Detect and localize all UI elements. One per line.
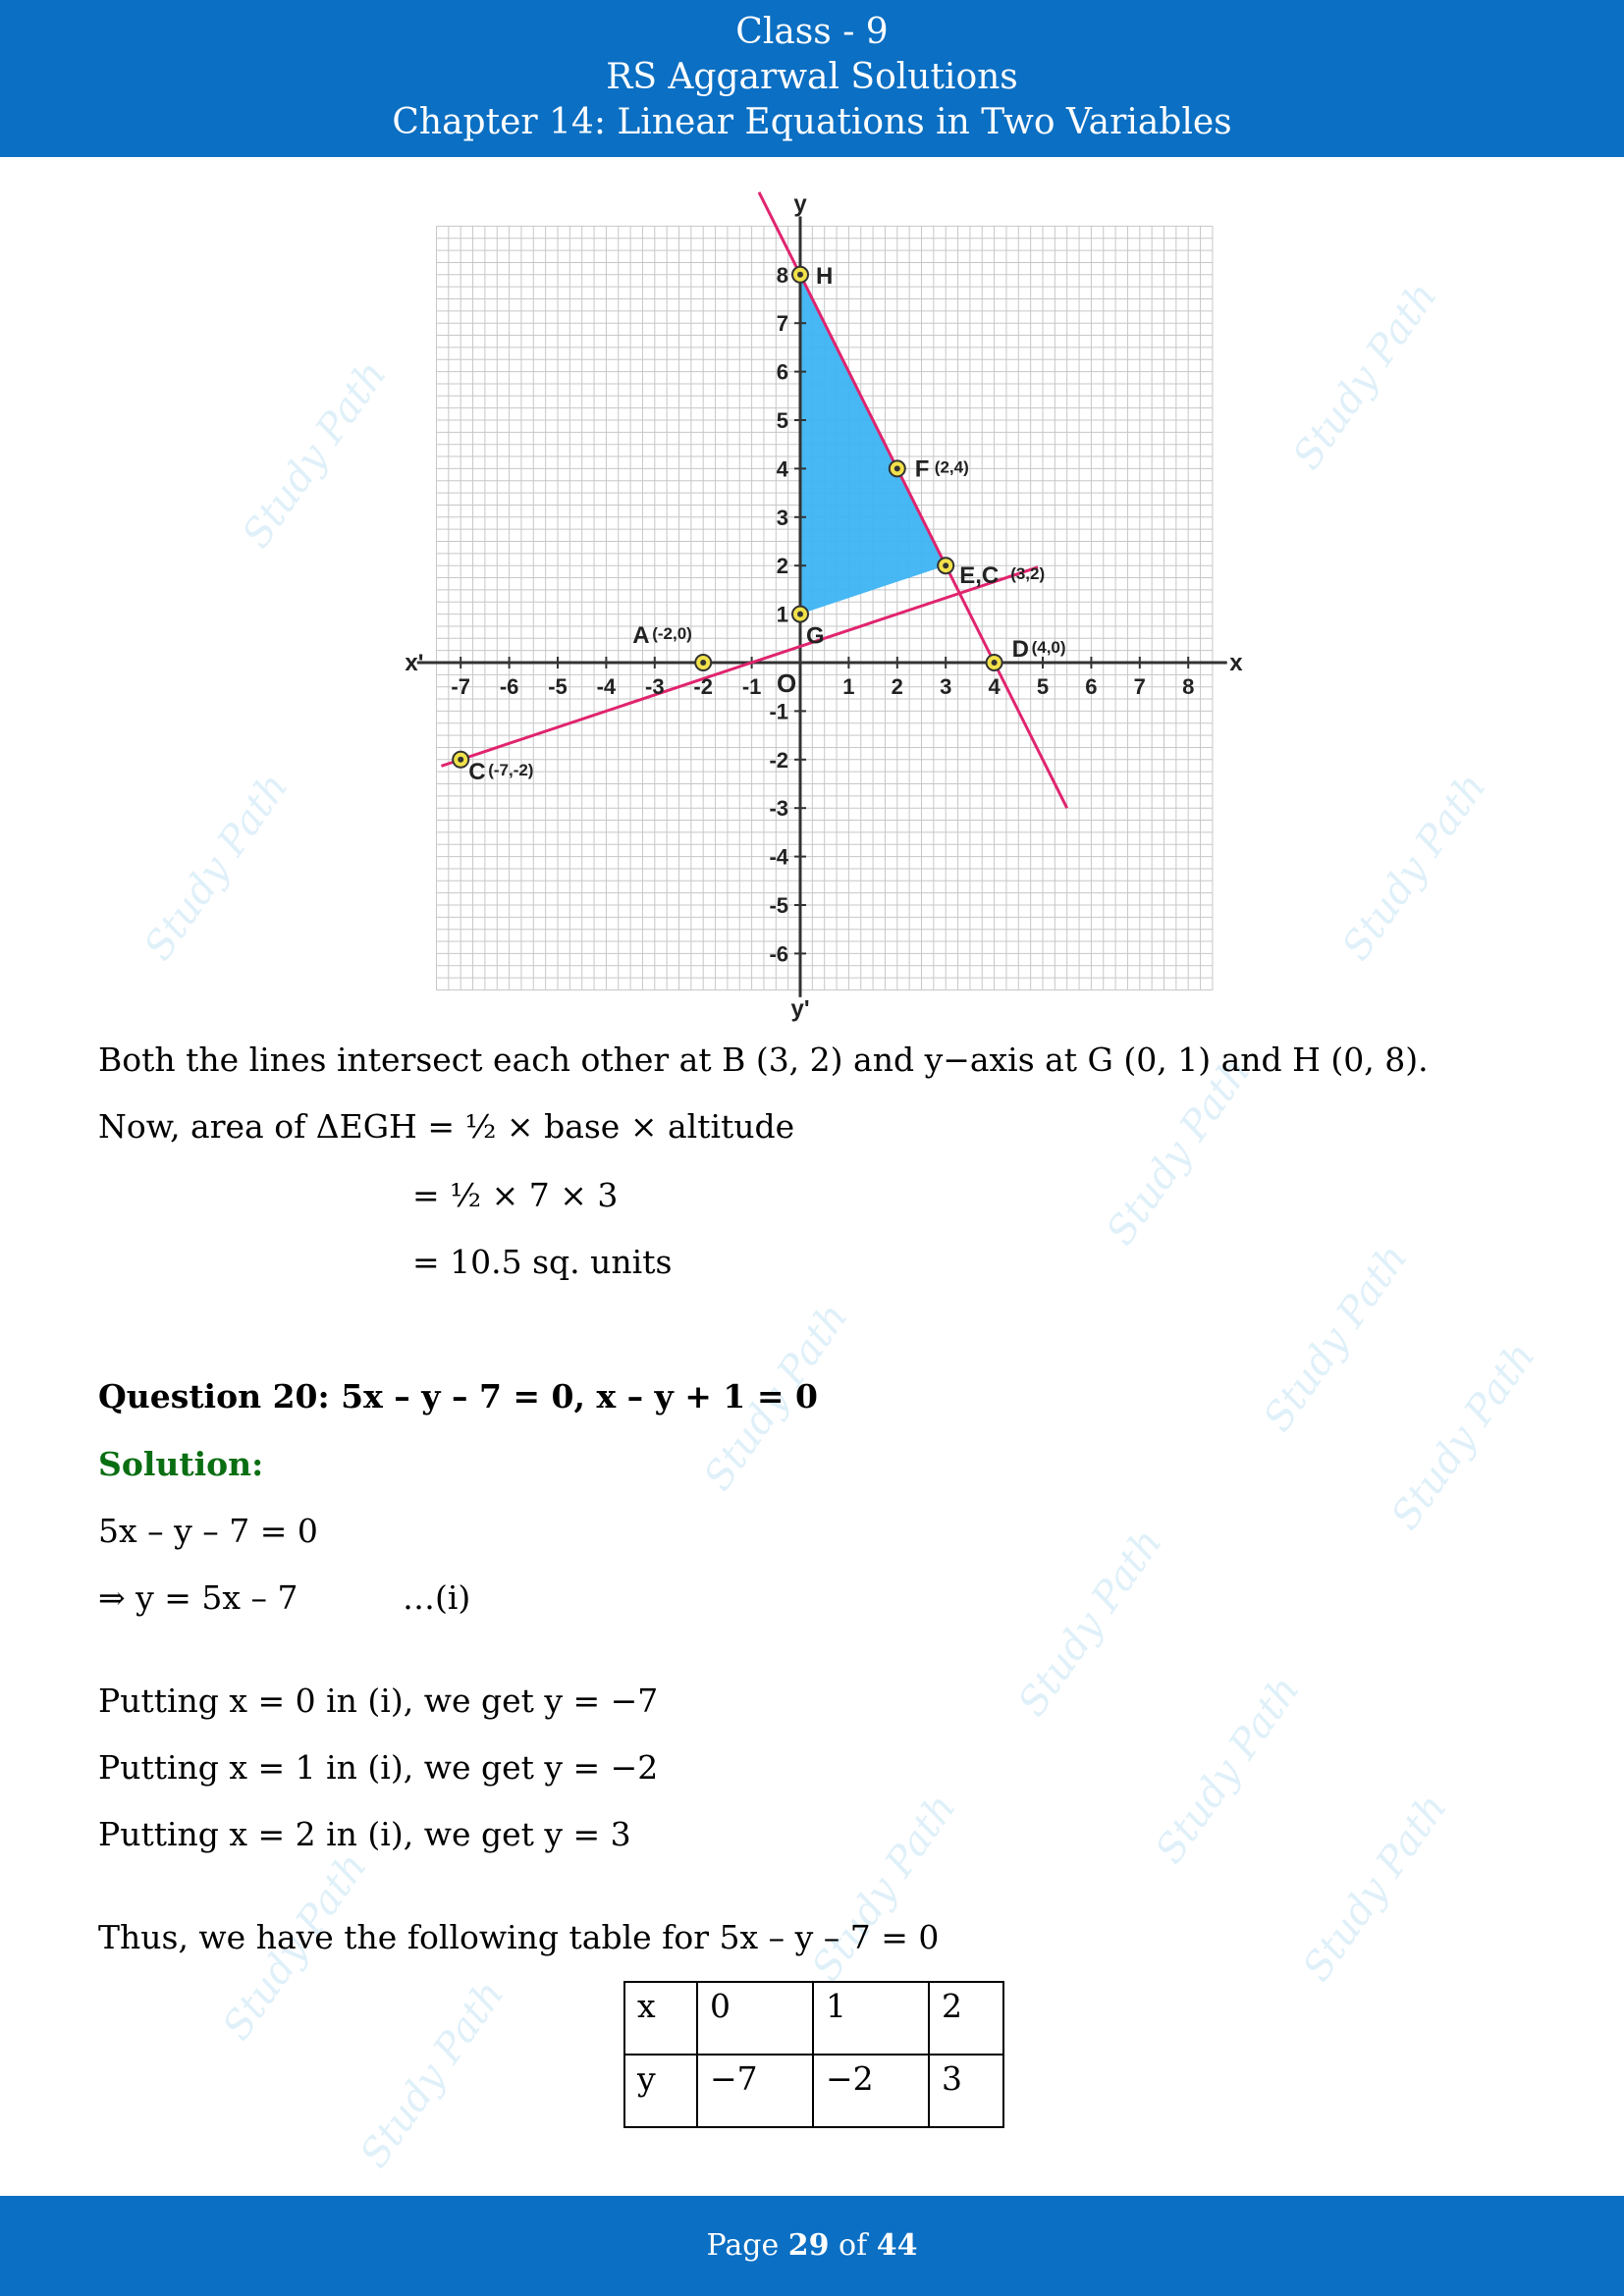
x-tick-label: -1 [741, 674, 762, 699]
point-coord-A: (-2,0) [652, 624, 692, 643]
y-axis-label: y [793, 190, 807, 218]
y-tick-label: -1 [769, 699, 788, 724]
watermark: Study Path [1255, 1236, 1417, 1440]
putting-x2: Putting x = 2 in (i), we get y = 3 [98, 1815, 631, 1853]
y-tick-label: -6 [769, 941, 788, 967]
point-coord-C: (-7,-2) [488, 760, 534, 779]
x-tick-label: 1 [842, 674, 855, 699]
page-header [0, 0, 1624, 157]
table-cell: −7 [697, 2055, 813, 2127]
watermark: Study Path [1294, 1786, 1456, 1990]
x-tick-label: 8 [1182, 674, 1195, 699]
watermark: Study Path [1382, 1334, 1544, 1538]
x-axis-neg-label: x' [405, 650, 424, 676]
watermark: Study Path [1009, 1521, 1171, 1725]
header-book: RS Aggarwal Solutions [606, 57, 1018, 97]
x-tick-label: 2 [891, 674, 903, 699]
point-label-C: C [468, 758, 486, 785]
footer-prefix: Page [706, 2228, 788, 2263]
y-tick-label: 3 [776, 505, 788, 530]
y-tick-label: -4 [769, 844, 788, 870]
x-tick-label: 5 [1036, 674, 1050, 699]
y-tick-label: 7 [776, 311, 788, 337]
header-chapter: Chapter 14: Linear Equations in Two Variables [392, 102, 1232, 142]
table-cell: x [624, 1982, 697, 2055]
watermark: Study Path [214, 1844, 376, 2049]
point-dot-D [992, 660, 998, 666]
watermark: Study Path [1333, 765, 1495, 969]
point-coord-EC: (3,2) [1010, 564, 1046, 584]
x-tick-label: -6 [499, 674, 519, 699]
point-dot-C [458, 757, 463, 763]
table-row [624, 2055, 1003, 2127]
equation-1: 5x – y – 7 = 0 [98, 1512, 318, 1550]
table-cell: 1 [813, 1982, 929, 2055]
putting-x0: Putting x = 0 in (i), we get y = −7 [98, 1682, 659, 1720]
intersection-statement: Both the lines intersect each other at B (3, 2) and y−axis at G (0, 1) and H (0, 8). [98, 1041, 1429, 1079]
watermark: Study Path [1147, 1668, 1309, 1872]
watermark: Study Path [352, 1972, 514, 2176]
x-tick-label: -2 [693, 674, 713, 699]
question-title: Question 20: 5x – y – 7 = 0, x – y + 1 = 0 [98, 1377, 818, 1415]
y-tick-label: 2 [776, 554, 788, 579]
point-label-D: D [1011, 636, 1029, 663]
x-tick-label: 3 [940, 674, 952, 699]
y-axis-neg-label: y' [790, 995, 810, 1023]
point-dot-A [700, 660, 706, 666]
solution-label: Solution: [98, 1445, 264, 1483]
point-dot-H [797, 272, 803, 278]
y-tick-label: -2 [769, 747, 788, 773]
footer-of: of [829, 2228, 877, 2263]
y-tick-label: 1 [776, 602, 788, 627]
y-tick-label: -3 [769, 796, 788, 822]
y-tick-label: -5 [769, 893, 788, 918]
equation-tag: …(i) [403, 1578, 471, 1617]
page-footer [0, 2196, 1624, 2296]
area-result: = 10.5 sq. units [412, 1243, 673, 1281]
point-label-H: H [816, 262, 834, 290]
point-dot-G [797, 612, 803, 617]
origin-label: O [777, 668, 797, 698]
area-substitution: = ½ × 7 × 3 [412, 1176, 619, 1214]
putting-x1: Putting x = 1 in (i), we get y = −2 [98, 1748, 659, 1787]
x-tick-label: -5 [548, 674, 568, 699]
point-label-EC: E,C [959, 562, 1000, 590]
point-label-G: G [806, 622, 825, 650]
x-tick-label: 4 [988, 674, 1001, 699]
table-cell: 0 [697, 1982, 813, 2055]
x-tick-label: 7 [1133, 674, 1146, 699]
table-cell: 2 [929, 1982, 1003, 2055]
point-coord-F: (2,4) [934, 457, 969, 477]
table-cell: −2 [813, 2055, 929, 2127]
equation-2: ⇒ y = 5x – 7 [98, 1578, 298, 1617]
watermark: Study Path [234, 352, 396, 557]
values-table [623, 1981, 1004, 2128]
table-cell: y [624, 2055, 697, 2127]
page-number: 29 [787, 2228, 830, 2263]
watermark: Study Path [1284, 274, 1446, 478]
point-coord-D: (4,0) [1031, 638, 1066, 657]
y-tick-label: 6 [776, 359, 788, 385]
table-row [624, 1982, 1003, 2055]
point-label-A: A [632, 622, 650, 649]
watermark: Study Path [803, 1786, 965, 1990]
watermark: Study Path [1098, 1049, 1260, 1254]
x-tick-label: 6 [1085, 674, 1098, 699]
x-tick-label: -4 [596, 674, 617, 699]
watermark: Study Path [135, 765, 298, 969]
y-tick-label: 5 [776, 408, 788, 433]
x-tick-label: -3 [645, 674, 665, 699]
y-tick-label: 4 [776, 456, 788, 482]
y-tick-label: 8 [776, 262, 788, 288]
point-label-F: F [914, 455, 930, 483]
point-dot-F [894, 465, 900, 471]
header-class: Class - 9 [735, 12, 889, 52]
table-cell: 3 [929, 2055, 1003, 2127]
watermark: Study Path [695, 1295, 857, 1499]
area-formula: Now, area of ΔEGH = ½ × base × altitude [98, 1107, 795, 1146]
table-intro: Thus, we have the following table for 5x – y – 7 = 0 [98, 1918, 940, 1956]
x-tick-label: -7 [451, 674, 470, 699]
x-axis-label: x [1229, 650, 1243, 676]
coordinate-graph [373, 187, 1257, 1031]
page-total: 44 [876, 2228, 918, 2263]
point-dot-EC [943, 562, 948, 568]
